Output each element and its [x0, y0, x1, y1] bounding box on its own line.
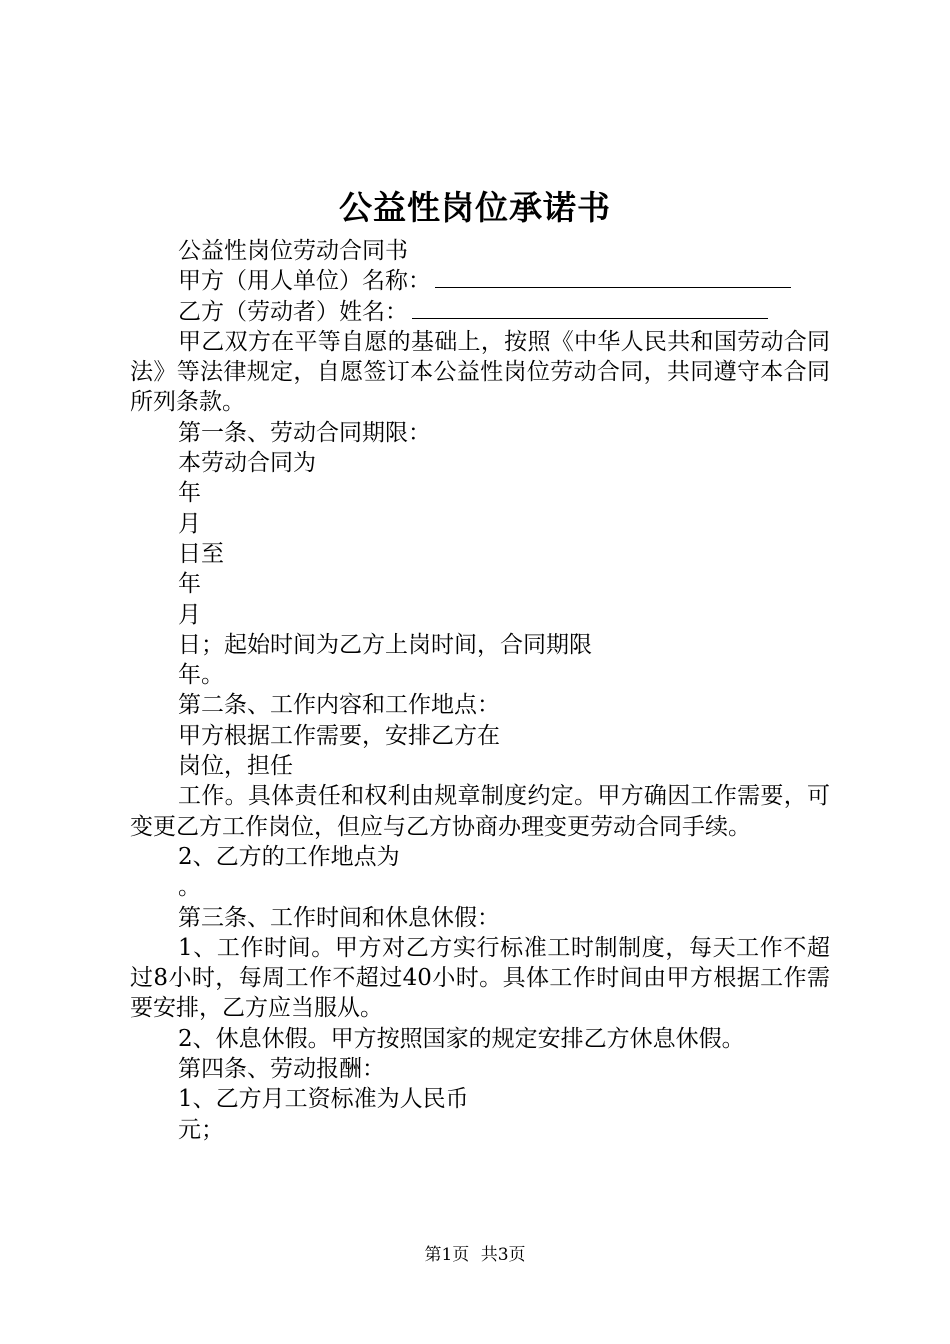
article4-heading: 第四条、劳动报酬：	[178, 1056, 385, 1083]
page-footer	[0, 1244, 950, 1266]
article2-item2: 2、乙方的工作地点为	[178, 843, 400, 870]
contract-subtitle: 公益性岗位劳动合同书	[178, 238, 408, 264]
article3-item1: 1、工作时间。甲方对乙方实行标准工时制制度，每天工作不超过8小时，每周工作不超过40小时。具体工作时间由甲方根据工作需要安排，乙方应当服从。	[130, 934, 830, 1022]
article2-line: 甲方根据工作需要，安排乙方在	[178, 722, 500, 749]
page-total: 共3页	[480, 1245, 526, 1265]
page-number: 第1页	[424, 1245, 470, 1265]
article4-item1: 1、乙方月工资标准为人民币	[178, 1086, 469, 1113]
article1-line: 年	[178, 480, 201, 507]
party-b-blank	[412, 300, 768, 319]
article2-paragraph: 工作。具体责任和权利由规章制度约定。甲方确因工作需要，可变更乙方工作岗位，但应与乙方协商办理变更劳动合同手续。	[130, 783, 830, 840]
article2-line: 岗位，担任	[178, 753, 293, 780]
intro-paragraph: 甲乙双方在平等自愿的基础上，按照《中华人民共和国劳动合同法》等法律规定，自愿签订本公益性岗位劳动合同，共同遵守本合同所列条款。	[130, 328, 830, 416]
article3-heading: 第三条、工作时间和休息休假：	[178, 904, 500, 931]
document-body	[130, 236, 830, 1145]
party-a-blank	[435, 269, 791, 288]
article1-line: 日；起始时间为乙方上岗时间，合同期限	[178, 631, 592, 658]
article1-heading: 第一条、劳动合同期限：	[178, 419, 431, 446]
party-a-label: 甲方（用人单位）名称：	[178, 268, 431, 295]
article1-line: 年。	[178, 662, 224, 689]
party-b-line	[130, 297, 830, 327]
article1-line: 月	[178, 510, 201, 537]
document-title: 公益性岗位承诺书	[339, 188, 611, 227]
article3-item2: 2、休息休假。甲方按照国家的规定安排乙方休息休假。	[178, 1025, 745, 1052]
article1-line: 日至	[178, 540, 224, 567]
article2-item2-end: 。	[178, 874, 201, 901]
article1-line: 年	[178, 571, 201, 598]
article2-heading: 第二条、工作内容和工作地点：	[178, 692, 500, 719]
party-b-label: 乙方（劳动者）姓名：	[178, 298, 408, 325]
article4-item1-end: 元；	[178, 1116, 224, 1143]
article1-line: 月	[178, 601, 201, 628]
article1-line: 本劳动合同为	[178, 450, 316, 477]
party-a-line	[130, 266, 830, 296]
